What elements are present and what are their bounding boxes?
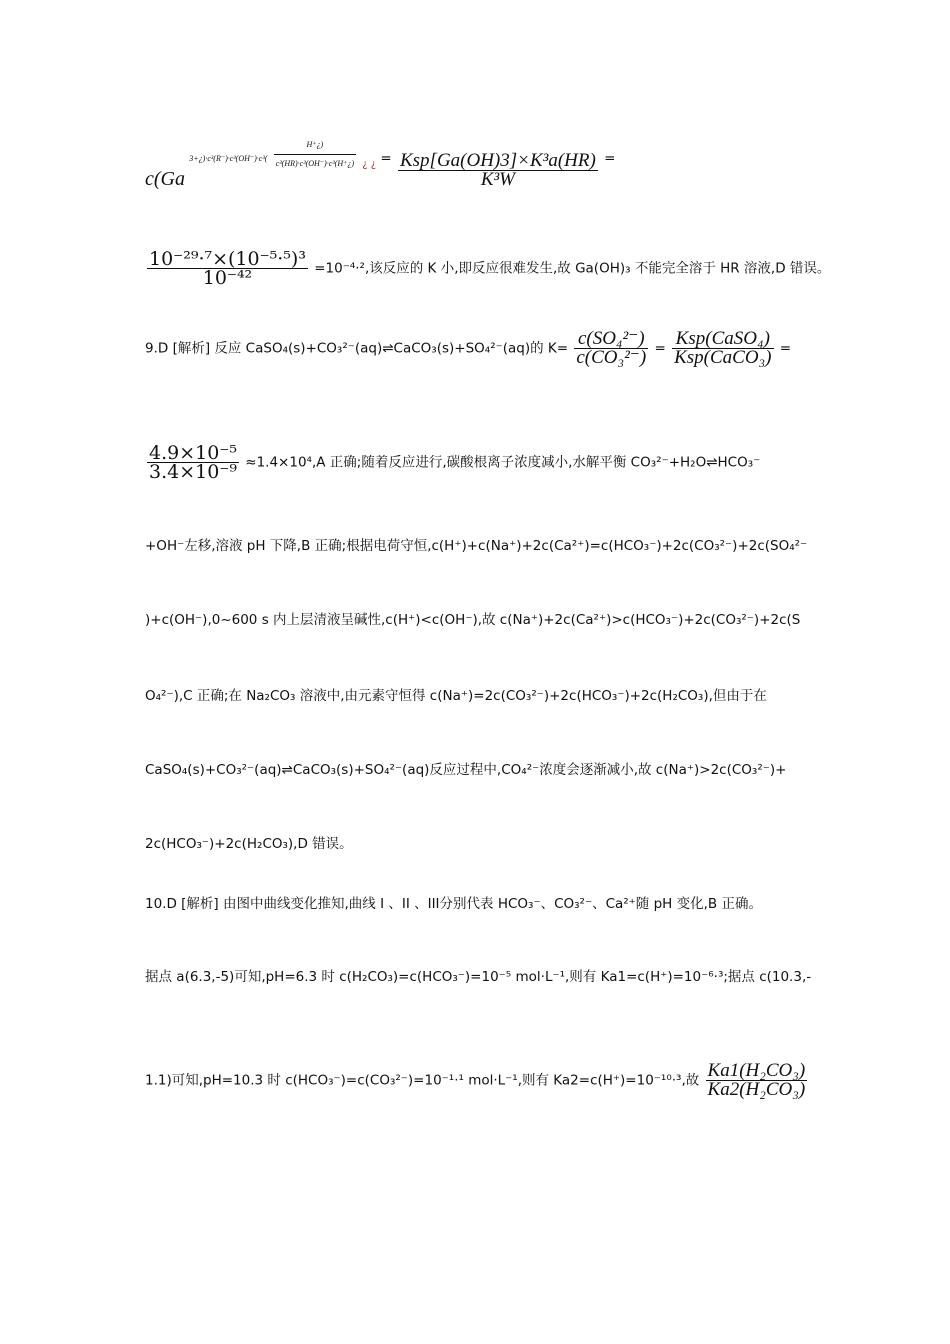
q10-line-1: 10.D [解析] 由图中曲线变化推知,曲线 I 、II 、III分别代表 HCO₃⁻、CO₃²⁻、Ca²⁺随 pH 变化,B 正确。 [145, 896, 762, 912]
conclusion-text: =10⁻⁴·²,该反应的 K 小,即反应很难发生,故 Ga(OH)₃ 不能完全溶于 HR 溶液,D 错误。 [314, 260, 831, 277]
ksp-fraction-den: K³W [480, 169, 516, 190]
q10-line-2: 据点 a(6.3,-5)可知,pH=6.3 时 c(H₂CO₃)=c(HCO₃⁻)=10⁻⁵ mol·L⁻¹,则有 Ka1=c(H⁺)=10⁻⁶·³;据点 c(10.3,- [145, 969, 812, 985]
equation-line-1 [145, 140, 616, 190]
q9-ksp-num: Ksp(CaSO₄) [672, 330, 773, 349]
q10-line-3-text: 1.1)可知,pH=10.3 时 c(HCO₃⁻)=c(CO₃²⁻)=10⁻¹·¹ mol·L⁻¹,则有 Ka2=c(H⁺)=10⁻¹⁰·³,故 [145, 1072, 700, 1089]
power-fraction-num: 10⁻²⁹·⁷×(10⁻⁵·⁵)³ [149, 248, 306, 270]
ksp-fraction-num: Ksp[Ga(OH)3]×K³a(HR) [399, 150, 596, 171]
equals-sign-2: = [604, 150, 616, 167]
power-fraction-den: 10⁻⁴² [202, 267, 253, 289]
q10-ka-fraction [706, 1062, 808, 1099]
q9-line-2-text: ≈1.4×10⁴,A 正确;随着反应进行,碳酸根离子浓度减小,水解平衡 CO₃²⁻+H₂O⇌HCO₃⁻ [245, 454, 761, 471]
power-fraction [147, 250, 308, 287]
q10-line-3 [145, 1062, 809, 1099]
c-ga-text: c(Ga [145, 167, 185, 190]
q9-value-den: 3.4×10⁻⁹ [149, 461, 237, 483]
q9-line-7: 2c(HCO₃⁻)+2c(H₂CO₃),D 错误。 [145, 836, 353, 852]
q9-line-6: CaSO₄(s)+CO₃²⁻(aq)⇌CaCO₃(s)+SO₄²⁻(aq)反应过程中,CO₄²⁻浓度会逐渐减小,故 c(Na⁺)>2c(CO₃²⁻)+ [145, 762, 787, 778]
superscript-expression: 3+¿)·c³(R⁻)·c³(OH⁻)·c³( [189, 153, 268, 163]
q9-equals: = [654, 340, 666, 357]
q10-ka-num: Ka1(H₂CO₃) [707, 1060, 806, 1081]
q9-value-num: 4.9×10⁻⁵ [149, 442, 237, 464]
q9-ksp-den: Ksp(CaCO₃) [674, 347, 772, 368]
inner-fraction-num: H⁺¿) [274, 136, 356, 155]
q9-line-2 [145, 444, 760, 481]
q9-line-5: O₄²⁻),C 正确;在 Na₂CO₃ 溶液中,由元素守恒得 c(Na⁺)=2c(CO₃²⁻)+2c(HCO₃⁻)+2c(H₂CO₃),但由于在 [145, 688, 767, 704]
q9-conc-num: c(SO₄²⁻) [574, 330, 648, 349]
equals-sign-1: = [380, 150, 392, 167]
q10-ka-den: Ka2(H₂CO₃) [707, 1079, 806, 1100]
inner-fraction [274, 136, 356, 173]
glyph-marks: ¿ ¿ [362, 158, 377, 170]
q9-conc-den: c(CO₃²⁻) [576, 347, 647, 368]
q9-ksp-fraction [672, 330, 773, 367]
ksp-fraction [398, 152, 598, 189]
q9-line-1 [145, 330, 791, 367]
q9-value-fraction [147, 444, 239, 481]
q9-reaction-text: 9.D [解析] 反应 CaSO₄(s)+CO₃²⁻(aq)⇌CaCO₃(s)+SO₄²⁻(aq)的 K= [145, 340, 569, 357]
q9-equals-end: = [779, 340, 792, 357]
q9-line-3: +OH⁻左移,溶液 pH 下降,B 正确;根据电荷守恒,c(H⁺)+c(Na⁺)+2c(Ca²⁺)=c(HCO₃⁻)+2c(CO₃²⁻)+2c(SO₄²⁻ [145, 538, 808, 554]
equation-line-2 [145, 250, 830, 287]
q9-line-4: )+c(OH⁻),0~600 s 内上层清液呈碱性,c(H⁺)<c(OH⁻),故 c(Na⁺)+2c(Ca²⁺)>c(HCO₃⁻)+2c(CO₃²⁻)+2c(S [145, 612, 801, 628]
q9-conc-fraction [574, 330, 648, 367]
inner-fraction-den: c³(HR)·c³(OH⁻)·c³(H⁺¿) [275, 159, 354, 168]
